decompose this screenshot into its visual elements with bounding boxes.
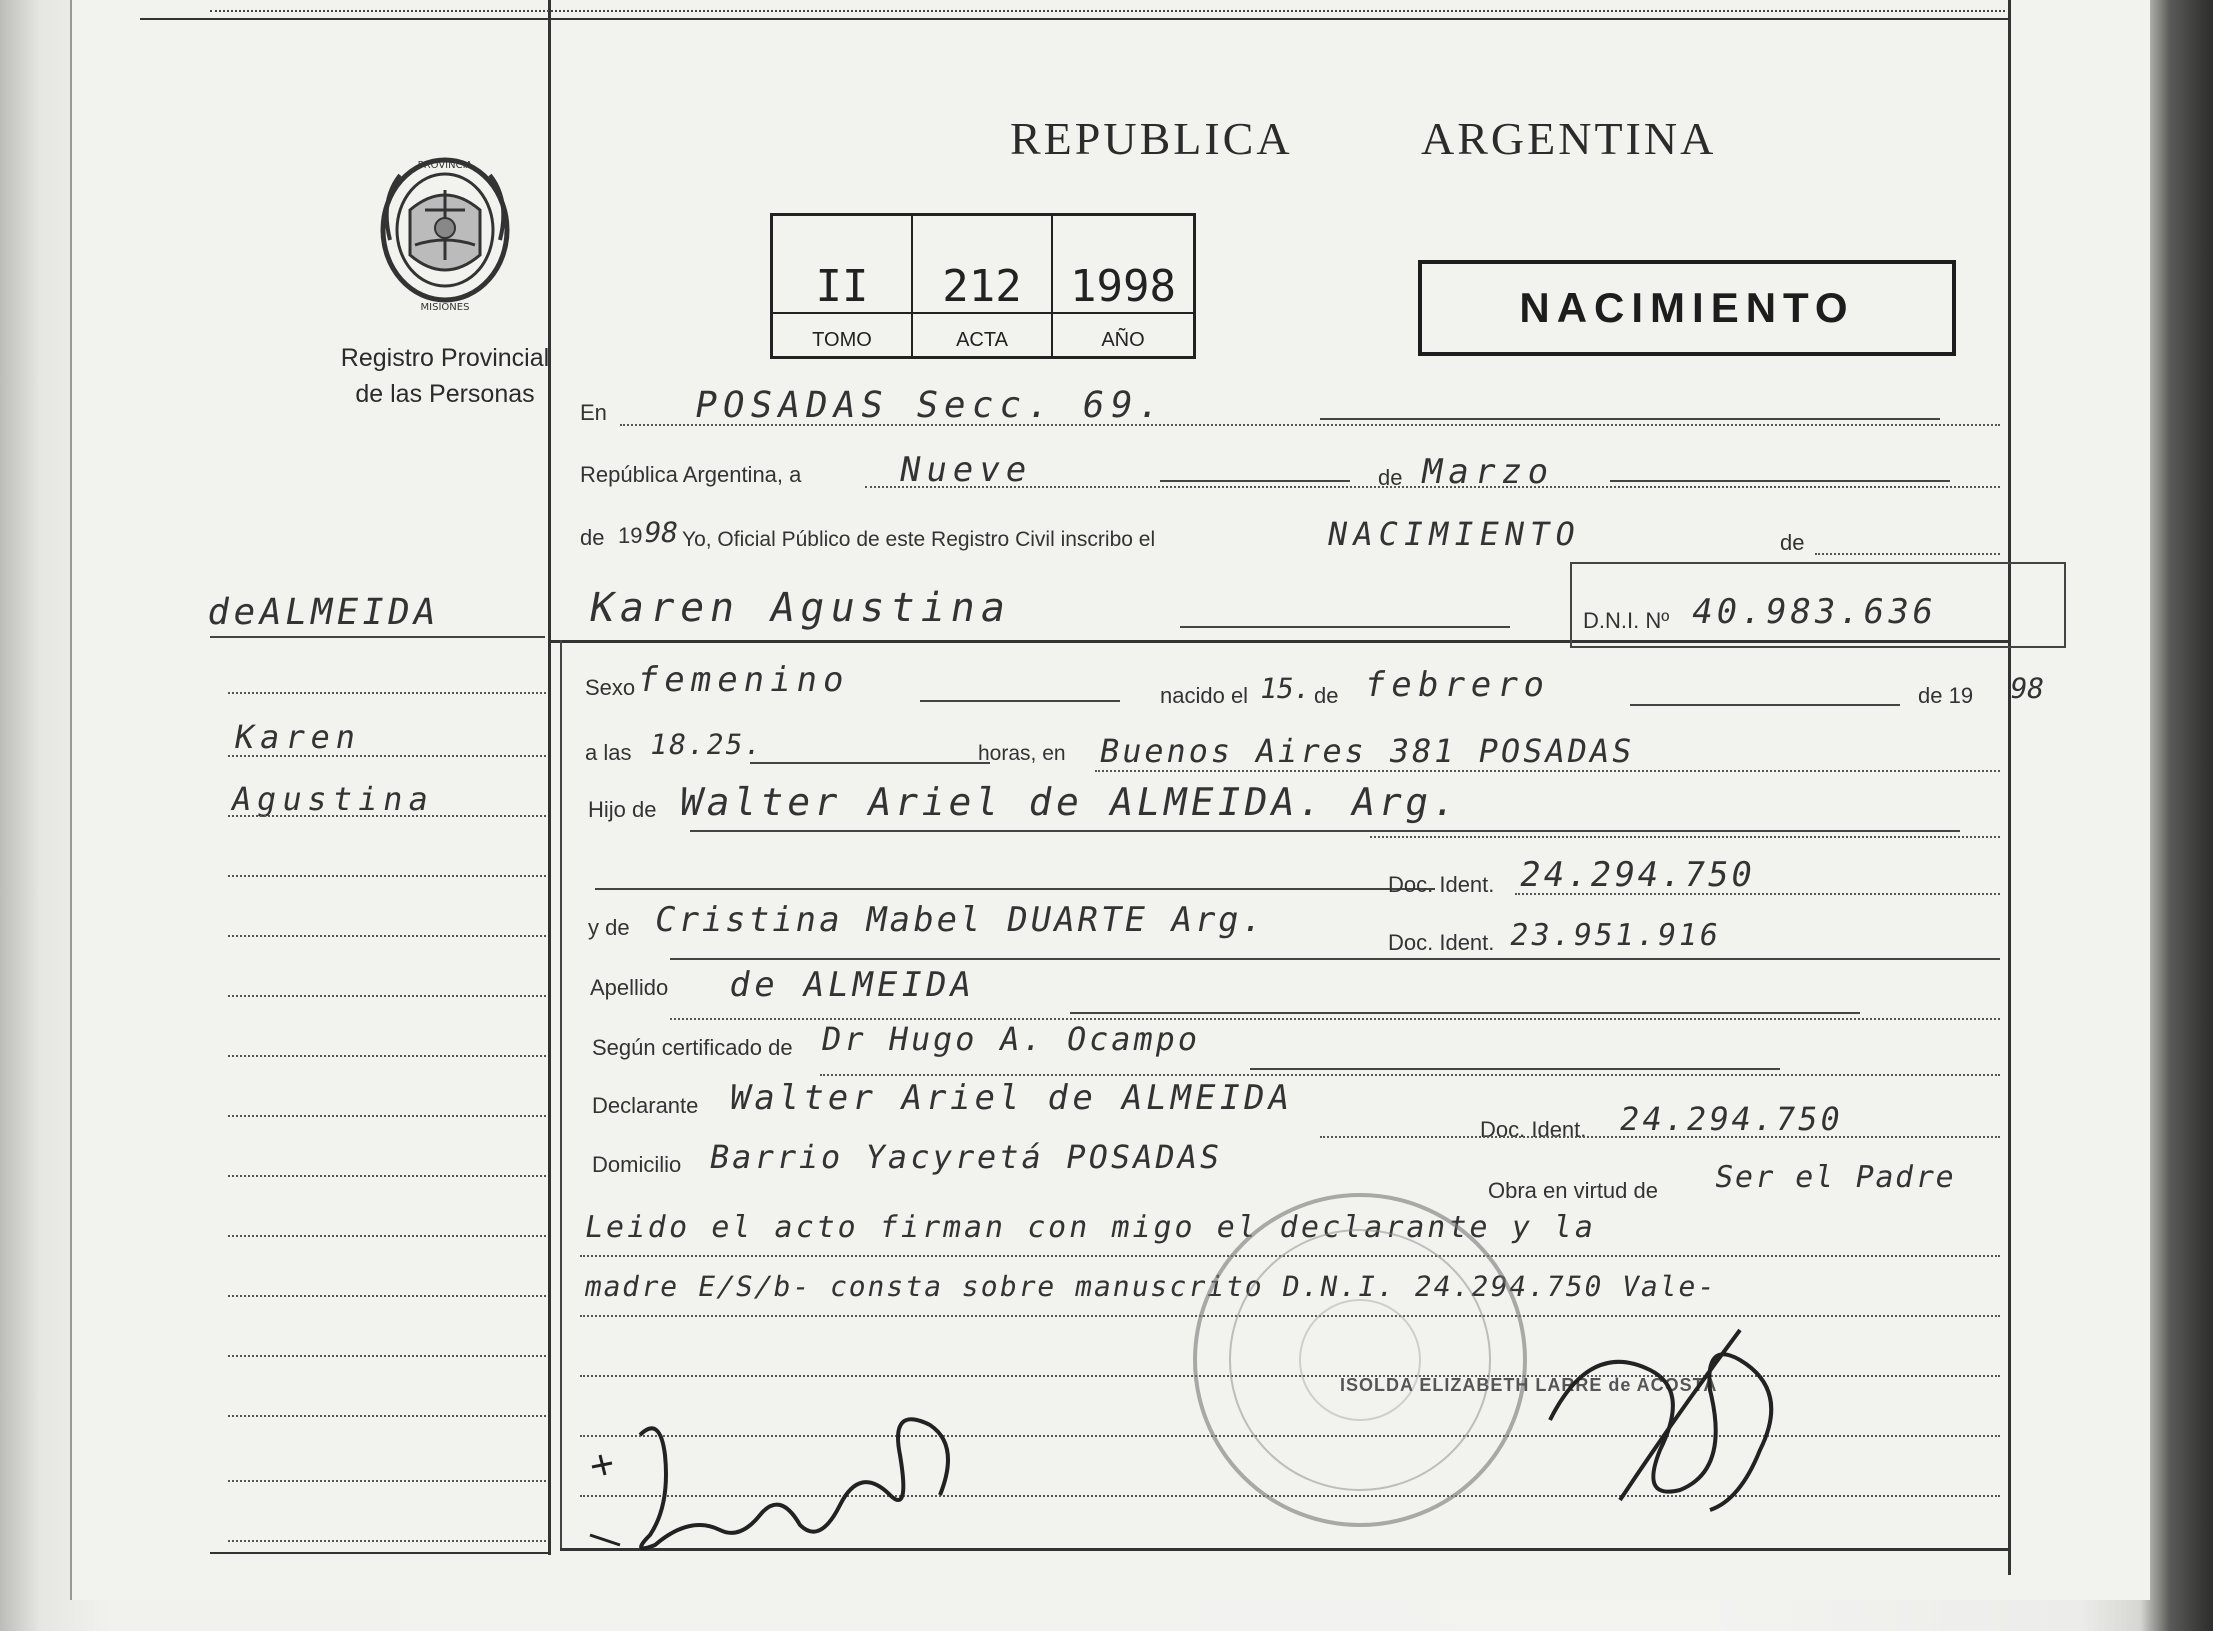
father-rule: [690, 830, 1960, 832]
mother-rule: [670, 958, 2000, 960]
notes-line2: madre E/S/b- consta sobre manuscrito D.N.I. 24.294.750 Vale-: [582, 1270, 1720, 1303]
declarante-doc: 24.294.750: [1616, 1100, 1847, 1138]
tomo-separator: [773, 312, 911, 314]
apellido-rule: [1070, 1012, 1860, 1014]
bottom-rule-left: [210, 1552, 550, 1554]
margin-rule-10: [228, 1235, 546, 1237]
tomo-cell: [773, 216, 913, 356]
declarant-signature-icon: [570, 1395, 990, 1560]
de5-label: de 19: [1918, 683, 1974, 708]
month-rule-solid: [1610, 480, 1950, 482]
margin-rule-6: [228, 995, 546, 997]
anio-value: 1998: [1070, 261, 1176, 312]
notes-line1: Leido el acto firman con migo el declarante y la: [581, 1210, 1600, 1245]
margin-rule-3: [228, 815, 546, 817]
declarante-label: Declarante: [592, 1093, 699, 1118]
margin-rule-12: [228, 1355, 546, 1357]
segun-rule-dotted: [820, 1074, 2000, 1076]
mother-value: Cristina Mabel DUARTE Arg.: [651, 900, 1269, 940]
dni-value: 40.983.636: [1688, 592, 1941, 632]
birth-month: febrero: [1361, 665, 1554, 705]
domicilio-label: Domicilio: [592, 1152, 682, 1177]
inscribo-rule: [1815, 553, 2000, 555]
father-rule-2: [595, 888, 1435, 890]
en-label: En: [580, 400, 607, 425]
nacido-day: 15.: [1257, 672, 1314, 705]
tomo-label: TOMO: [812, 329, 872, 351]
acta-separator: [913, 312, 1051, 314]
anio-label: AÑO: [1101, 329, 1145, 351]
official-signature-icon: [1530, 1300, 1830, 1530]
margin-given2: Agustina: [228, 780, 438, 818]
doc-label-1: Doc. Ident.: [1388, 872, 1495, 897]
margin-rule-13: [228, 1415, 546, 1417]
hijo-label: Hijo de: [588, 797, 657, 822]
place-value: Buenos Aires 381 POSADAS: [1096, 732, 1638, 770]
de4-label: de: [1314, 683, 1339, 708]
day-value: Nueve: [896, 450, 1036, 490]
margin-rule-11: [228, 1295, 546, 1297]
margin-rule-0: [210, 636, 545, 638]
alas-label: a las: [585, 740, 632, 765]
apellido-value: de ALMEIDA: [726, 965, 979, 1005]
birth-month-rule: [1630, 704, 1900, 706]
margin-rule-9: [228, 1175, 546, 1177]
time-rule: [750, 762, 990, 764]
segun-label: Según certificado de: [592, 1035, 793, 1060]
segun-value: Dr Hugo A. Ocampo: [818, 1020, 1204, 1058]
tomo-value: II: [815, 261, 869, 312]
day-rule-solid: [1160, 480, 1350, 482]
inscribo-value: NACIMIENTO: [1324, 515, 1585, 553]
declarante-rule: [1320, 1136, 2000, 1138]
obra-label: Obra en virtud de: [1488, 1178, 1658, 1203]
margin-rule-14: [228, 1480, 546, 1482]
segun-rule: [1250, 1068, 1780, 1070]
birth-year: 98: [2007, 672, 2047, 705]
mother-doc: 23.951.916: [1506, 918, 1724, 953]
doc-label-3: Doc. Ident.: [1480, 1117, 1587, 1142]
margin-rule-7: [228, 1055, 546, 1057]
inscribo-label: Yo, Oficial Público de este Registro Civil inscribo el: [682, 528, 1156, 551]
sexo-label: Sexo: [585, 675, 636, 700]
top-rule: [140, 18, 2010, 20]
father-rule-dotted: [1370, 836, 2000, 838]
svg-text:PROVINCIA: PROVINCIA: [417, 160, 473, 171]
month-value: Marzo: [1418, 452, 1558, 492]
margin-given1: Karen: [231, 718, 365, 756]
domicilio-value: Barrio Yacyretá POSADAS: [706, 1138, 1226, 1176]
horas-label: horas, en: [978, 742, 1066, 765]
left-column-divider: [548, 0, 551, 1555]
country-header: REPUBLICA ARGENTINA: [1010, 113, 1717, 164]
margin-rule-1: [228, 692, 546, 694]
official-name: ISOLDA ELIZABETH LARRE de ACOSTA: [1340, 1375, 1718, 1395]
acta-cell: [913, 216, 1053, 356]
registry-label-line2: de las Personas: [355, 380, 535, 408]
father-value: Walter Ariel de ALMEIDA. Arg.: [676, 780, 1464, 824]
outer-left-border: [70, 0, 72, 1600]
province-crest-icon: [370, 150, 520, 315]
anio-cell: [1053, 216, 1193, 356]
name-rule-solid: [1180, 626, 1510, 628]
top-dotted-rule: [210, 10, 2005, 12]
sexo-value: femenino: [634, 660, 854, 700]
right-border: [2008, 0, 2011, 1575]
place-rule: [1095, 770, 2000, 772]
anio-separator: [1053, 312, 1193, 314]
en-value: POSADAS Secc. 69.: [691, 385, 1170, 426]
registry-label-line1: Registro Provincial: [340, 344, 550, 372]
dni-label: D.N.I. Nº: [1583, 608, 1670, 633]
margin-rule-5: [228, 935, 546, 937]
inner-left-divider: [560, 640, 562, 1550]
reference-box: [770, 213, 1196, 359]
nacido-label: nacido el: [1160, 683, 1249, 708]
record-type-box: NACIMIENTO: [1418, 260, 1956, 356]
sexo-rule: [920, 700, 1120, 702]
apellido-label: Apellido: [590, 975, 669, 1000]
en-rule-solid: [1320, 418, 1940, 420]
name-value: Karen Agustina: [585, 585, 1016, 631]
declarante-value: Walter Ariel de ALMEIDA: [726, 1078, 1297, 1118]
certificate-sheet: [70, 0, 2150, 1600]
de-label: de: [1378, 465, 1403, 490]
svg-text:MISIONES: MISIONES: [420, 302, 470, 313]
yde-label: y de: [588, 915, 630, 940]
margin-surname: deALMEIDA: [204, 592, 443, 633]
doc-label-2: Doc. Ident.: [1388, 930, 1495, 955]
year-value: 98: [641, 516, 681, 549]
margin-rule-4: [228, 875, 546, 877]
margin-rule-8: [228, 1115, 546, 1117]
father-doc-rule: [1515, 893, 2000, 895]
registry-label: [300, 340, 590, 412]
republica-label: República Argentina, a: [580, 462, 802, 487]
year-prefix: 19: [618, 523, 643, 548]
official-stamp-icon: [1180, 1180, 1540, 1540]
acta-value: 212: [942, 261, 1022, 312]
de3-label: de: [1780, 530, 1805, 555]
de2-label: de: [580, 525, 605, 550]
margin-rule-2: [228, 755, 546, 757]
obra-value: Ser el Padre: [1711, 1160, 1959, 1195]
margin-rule-15: [228, 1540, 546, 1542]
father-doc: 24.294.750: [1516, 855, 1759, 895]
time-value: 18.25.: [647, 728, 767, 761]
acta-label: ACTA: [956, 329, 1008, 351]
